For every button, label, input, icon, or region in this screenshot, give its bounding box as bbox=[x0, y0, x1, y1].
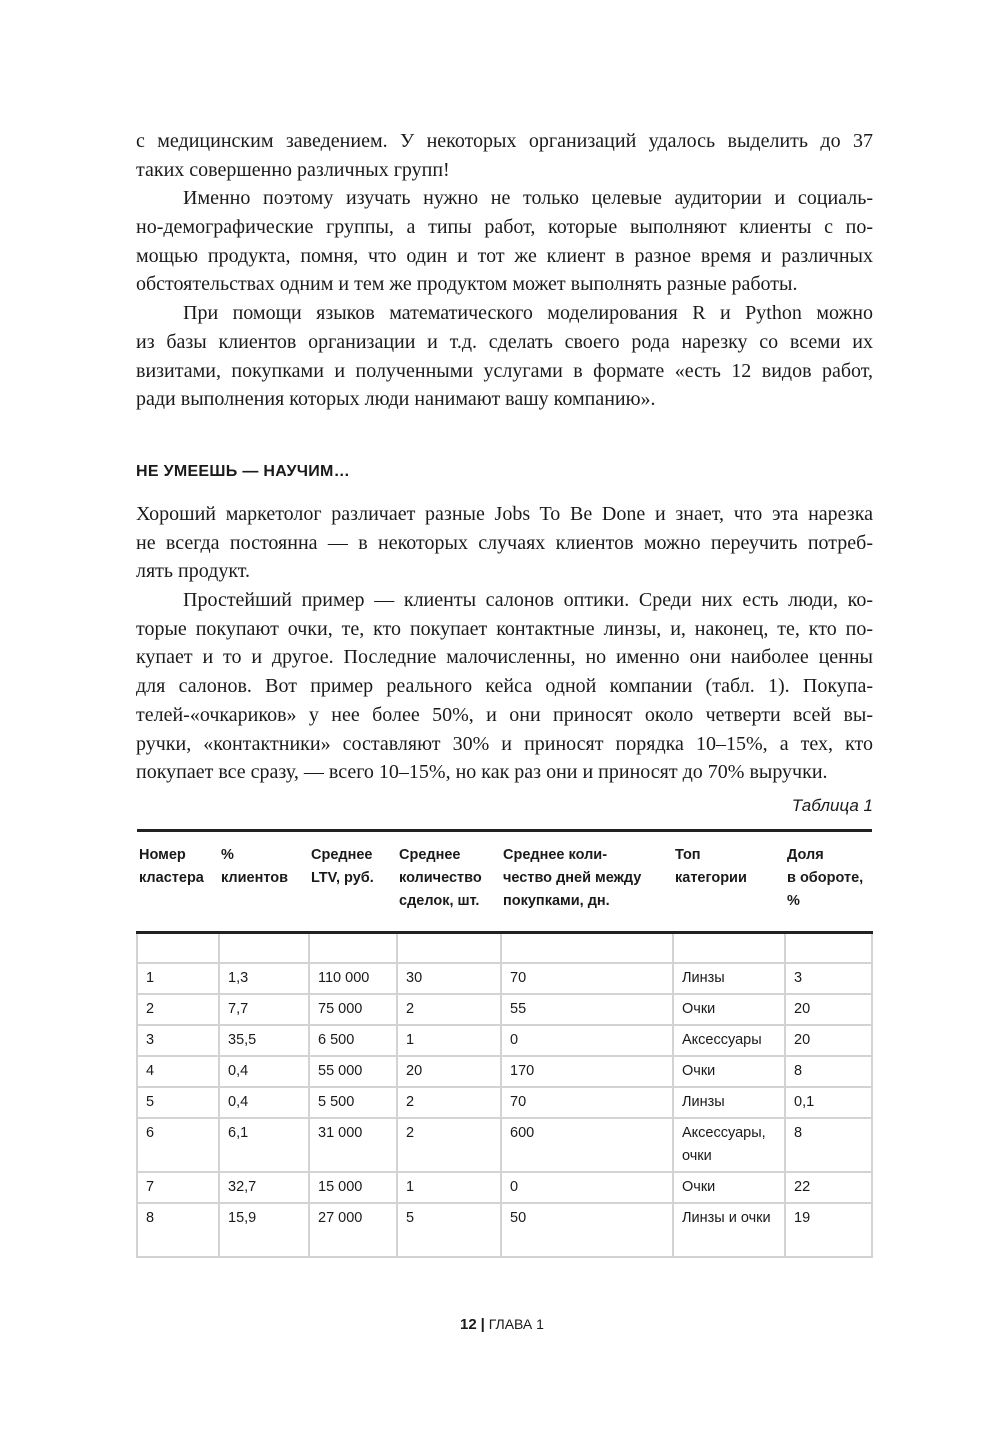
table-cell: 15 000 bbox=[309, 1172, 397, 1203]
column-header-line: Топ bbox=[675, 847, 701, 863]
table-cell: 75 000 bbox=[309, 994, 397, 1025]
text-line: Хороший маркетолог различает разные Jobs To Be Done и знает, что эта нарезка bbox=[136, 503, 873, 525]
table-cell: 0,4 bbox=[219, 1056, 309, 1087]
table-cell: 1,3 bbox=[219, 963, 309, 994]
table-cell: 30 bbox=[397, 963, 501, 994]
table-header-row bbox=[137, 831, 872, 933]
table-row bbox=[137, 1087, 872, 1118]
table-cell: 600 bbox=[501, 1118, 673, 1172]
empty-cell bbox=[785, 933, 872, 964]
table-cell: 6,1 bbox=[219, 1118, 309, 1172]
table-cell: 1 bbox=[397, 1025, 501, 1056]
text-line: визитами, покупками и полученными услугами в формате «есть 12 видов работ, bbox=[136, 359, 873, 382]
table-cell: 8 bbox=[137, 1203, 219, 1257]
table-cell: 19 bbox=[785, 1203, 872, 1257]
table-row bbox=[137, 963, 872, 994]
table-cell: 3 bbox=[137, 1025, 219, 1056]
text-line: с медицинским заведением. У некоторых организаций удалось выделить до 37 bbox=[136, 130, 873, 152]
table-cell: 32,7 bbox=[219, 1172, 309, 1203]
table-cell: 2 bbox=[397, 1087, 501, 1118]
text-line: но-демографические группы, а типы работ, которые выполняют клиенты с по- bbox=[136, 216, 873, 239]
body-text-bottom bbox=[136, 500, 873, 787]
text-line: не всегда постоянна — в некоторых случаях клиентов можно переучить потреб- bbox=[136, 531, 873, 554]
text-line: торые покупают очки, те, кто покупает контактные линзы, и, наконец, те, кто по- bbox=[136, 617, 873, 640]
column-header-line: сделок, шт. bbox=[399, 893, 480, 909]
section-heading: НЕ УМЕЕШЬ — НАУЧИМ… bbox=[136, 463, 350, 480]
table-cell: Линзы и очки bbox=[673, 1203, 785, 1257]
empty-cell bbox=[397, 933, 501, 964]
table-cell: 55 bbox=[501, 994, 673, 1025]
column-header-line: LTV, руб. bbox=[311, 870, 374, 886]
text-line: телей-«очкариков» у нее более 50%, и они приносят около четверти всей вы- bbox=[136, 703, 873, 726]
table-cell: 20 bbox=[785, 994, 872, 1025]
text-line: покупает все сразу, — всего 10–15%, но как раз они и приносят до 70% выручки. bbox=[136, 761, 828, 784]
table-cell: Аксессуары, очки bbox=[673, 1118, 785, 1172]
table-cell: 6 500 bbox=[309, 1025, 397, 1056]
column-header bbox=[501, 831, 673, 933]
table-cell: 110 000 bbox=[309, 963, 397, 994]
table-cell: 7,7 bbox=[219, 994, 309, 1025]
table-cell: 0 bbox=[501, 1172, 673, 1203]
column-header-line: Среднее bbox=[399, 847, 461, 863]
empty-cell bbox=[309, 933, 397, 964]
column-header-line: кластера bbox=[139, 870, 204, 886]
table-cell: 0 bbox=[501, 1025, 673, 1056]
table-cell: 1 bbox=[137, 963, 219, 994]
table-cell: 5 bbox=[397, 1203, 501, 1257]
text-line: Простейший пример — клиенты салонов оптики. Среди них есть люди, ко- bbox=[183, 589, 873, 612]
table-row bbox=[137, 994, 872, 1025]
column-header-line: % bbox=[221, 847, 234, 863]
column-header-line: Среднее коли- bbox=[503, 847, 608, 863]
table-cell: 8 bbox=[785, 1056, 872, 1087]
table-row bbox=[137, 1025, 872, 1056]
table-cell: Очки bbox=[673, 1056, 785, 1087]
table-cell: 15,9 bbox=[219, 1203, 309, 1257]
empty-cell bbox=[137, 933, 219, 964]
table-cell: 55 000 bbox=[309, 1056, 397, 1087]
column-header-line: % bbox=[787, 893, 800, 909]
table-cell: 31 000 bbox=[309, 1118, 397, 1172]
table-caption: Таблица 1 bbox=[791, 796, 873, 815]
text-line: Именно поэтому изучать нужно не только целевые аудитории и социаль- bbox=[183, 187, 873, 210]
empty-cell bbox=[501, 933, 673, 964]
table-cell: 22 bbox=[785, 1172, 872, 1203]
page-number: 12 bbox=[460, 1316, 477, 1333]
table-cell: Линзы bbox=[673, 1087, 785, 1118]
text-line: При помощи языков математического моделирования R и Python можно bbox=[183, 302, 873, 325]
footer-separator: | bbox=[480, 1316, 485, 1333]
table-cell: 2 bbox=[137, 994, 219, 1025]
table-row bbox=[137, 1056, 872, 1087]
table-cell: 5 bbox=[137, 1087, 219, 1118]
table-cell: 2 bbox=[397, 994, 501, 1025]
text-line: лять продукт. bbox=[136, 560, 251, 583]
column-header-line: покупками, дн. bbox=[503, 893, 610, 909]
table-cell: 1 bbox=[397, 1172, 501, 1203]
column-header-line: чество дней между bbox=[503, 870, 642, 886]
table-cell: 3 bbox=[785, 963, 872, 994]
table-row bbox=[137, 1203, 872, 1257]
column-header-line: клиентов bbox=[221, 870, 289, 886]
table-cell: 20 bbox=[397, 1056, 501, 1087]
column-header-line: количество bbox=[399, 870, 482, 886]
table-cell: Линзы bbox=[673, 963, 785, 994]
table-cell: 35,5 bbox=[219, 1025, 309, 1056]
column-header bbox=[397, 831, 501, 933]
table-cell: 70 bbox=[501, 963, 673, 994]
chapter-label: ГЛАВА 1 bbox=[488, 1316, 544, 1332]
table-cell: 170 bbox=[501, 1056, 673, 1087]
column-header bbox=[137, 831, 219, 933]
text-line: обстоятельствах одним и тем же продуктом может выполнять разные работы. bbox=[136, 273, 798, 296]
column-header-line: Номер bbox=[139, 847, 186, 863]
table-cell: 2 bbox=[397, 1118, 501, 1172]
table-row bbox=[137, 1118, 872, 1172]
table-cell: 8 bbox=[785, 1118, 872, 1172]
text-line: из базы клиентов организации и т.д. сделать своего рода нарезку со всеми их bbox=[136, 330, 873, 353]
table-cell: 27 000 bbox=[309, 1203, 397, 1257]
table-cell: Аксессуары bbox=[673, 1025, 785, 1056]
empty-cell bbox=[673, 933, 785, 964]
column-header bbox=[219, 831, 309, 933]
cluster-table bbox=[136, 829, 873, 1258]
column-header-line: Доля bbox=[787, 847, 824, 863]
table-cell: Очки bbox=[673, 1172, 785, 1203]
column-header-line: категории bbox=[675, 870, 747, 886]
table-cell: Очки bbox=[673, 994, 785, 1025]
table-row bbox=[137, 1172, 872, 1203]
table-cell: 20 bbox=[785, 1025, 872, 1056]
empty-cell bbox=[219, 933, 309, 964]
page-footer bbox=[0, 1316, 1004, 1333]
text-line: ручки, «контактники» составляют 30% и приносят порядка 10–15%, а тех, кто bbox=[136, 732, 873, 755]
text-line: ради выполнения которых люди нанимают вашу компанию». bbox=[136, 388, 656, 411]
table-cell: 5 500 bbox=[309, 1087, 397, 1118]
table-cell: 0,1 bbox=[785, 1087, 872, 1118]
table-cell: 70 bbox=[501, 1087, 673, 1118]
text-line: таких совершенно различных групп! bbox=[136, 158, 450, 181]
table-cell: 4 bbox=[137, 1056, 219, 1087]
column-header bbox=[785, 831, 872, 933]
table-cell: 7 bbox=[137, 1172, 219, 1203]
text-line: мощью продукта, помня, что один и тот же клиент в разное время и различных bbox=[136, 244, 873, 267]
column-header bbox=[309, 831, 397, 933]
text-line: купает и то и другое. Последние малочисленны, но именно они наиболее ценны bbox=[136, 646, 873, 669]
table-cell: 50 bbox=[501, 1203, 673, 1257]
text-line: для салонов. Вот пример реального кейса одной компании (табл. 1). Покупа- bbox=[136, 675, 873, 698]
column-header bbox=[673, 831, 785, 933]
empty-row bbox=[137, 933, 872, 964]
table-cell: 0,4 bbox=[219, 1087, 309, 1118]
column-header-line: Среднее bbox=[311, 847, 373, 863]
column-header-line: в обороте, bbox=[787, 870, 864, 886]
table-cell: 6 bbox=[137, 1118, 219, 1172]
body-text-top bbox=[136, 127, 873, 414]
